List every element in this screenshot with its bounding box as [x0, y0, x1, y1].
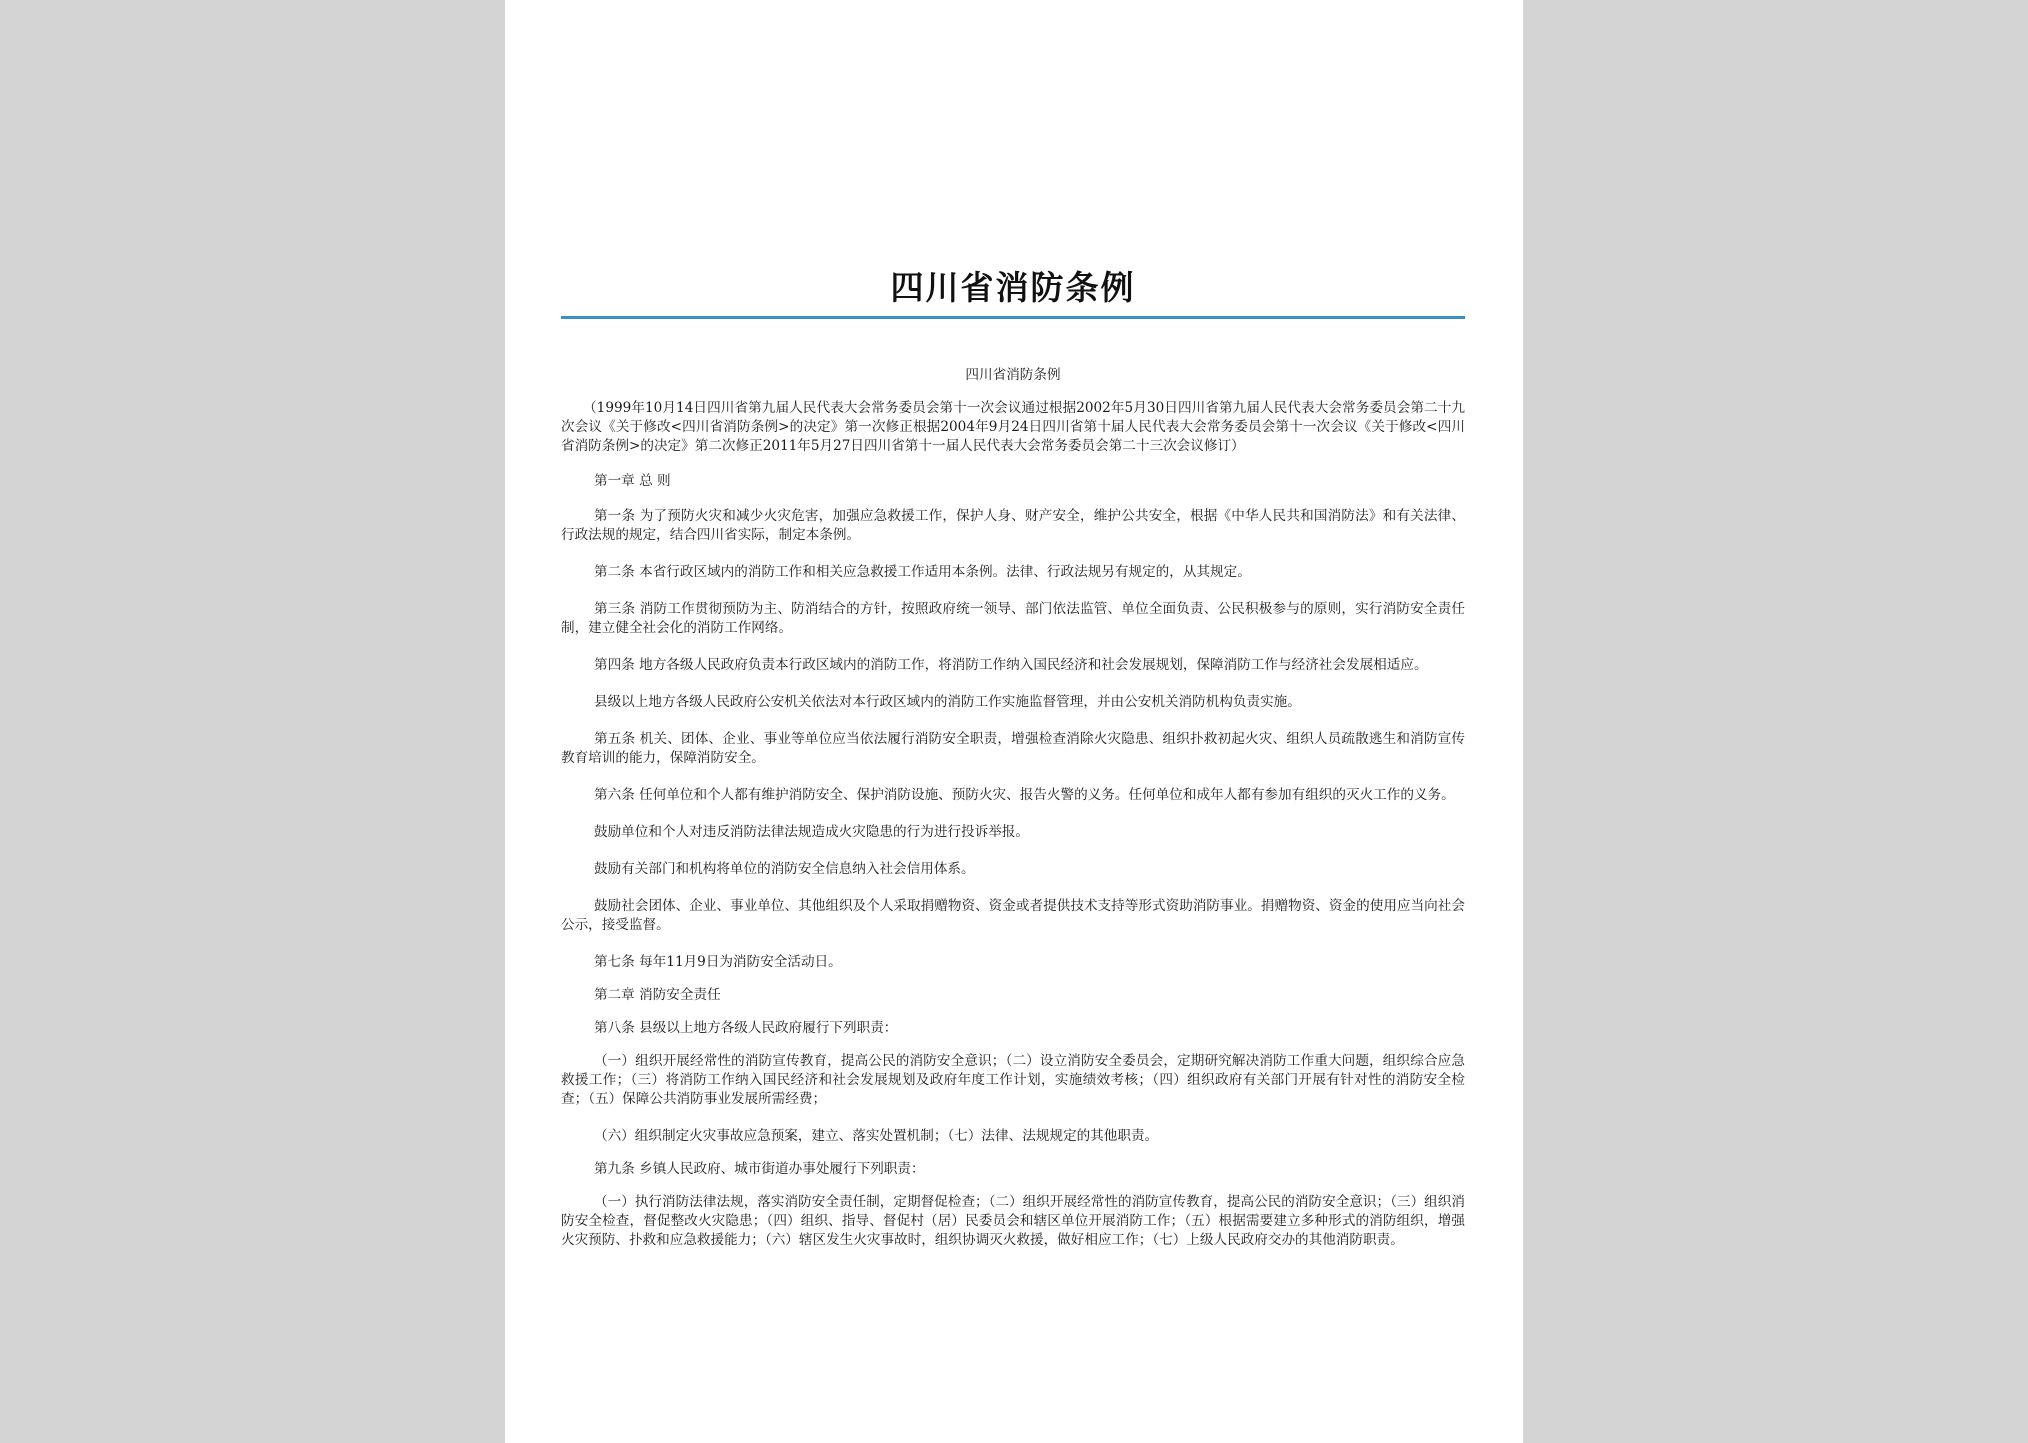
chapter-heading: 第二章 消防安全责任 — [594, 987, 721, 1003]
article-paragraph: 鼓励有关部门和机构将单位的消防安全信息纳入社会信用体系。 — [594, 861, 975, 877]
document-body — [561, 366, 1465, 1268]
article-paragraph: 第六条 任何单位和个人都有维护消防安全、保护消防设施、预防火灾、报告火警的义务。任何单位和成年人都有参加有组织的灭火工作的义务。 — [594, 787, 1455, 803]
article-paragraph: 鼓励社会团体、企业、事业单位、其他组织及个人采取捐赠物资、资金或者提供技术支持等形式资助消防事业。捐赠物资、资金的使用应当向社会公示，接受监督。 — [561, 898, 1465, 933]
article-paragraph: 第二条 本省行政区域内的消防工作和相关应急救援工作适用本条例。法律、行政法规另有规定的，从其规定。 — [594, 564, 1251, 580]
article-paragraph: 县级以上地方各级人民政府公安机关依法对本行政区域内的消防工作实施监督管理，并由公安机关消防机构负责实施。 — [594, 694, 1301, 710]
article-paragraph: （六）组织制定火灾事故应急预案，建立、落实处置机制；（七）法律、法规规定的其他职责。 — [594, 1128, 1159, 1144]
article-paragraph: 第九条 乡镇人民政府、城市街道办事处履行下列职责： — [594, 1161, 925, 1177]
article-paragraph: 鼓励单位和个人对违反消防法律法规造成火灾隐患的行为进行投诉举报。 — [594, 824, 1029, 840]
article-paragraph: 第七条 每年11月9日为消防安全活动日。 — [594, 954, 842, 970]
article-paragraph: 第五条 机关、团体、企业、事业等单位应当依法履行消防安全职责，增强检查消除火灾隐患、组织扑救初起火灾、组织人员疏散逃生和消防宣传教育培训的能力，保障消防安全。 — [561, 731, 1465, 766]
document-page — [505, 0, 1523, 1443]
article-paragraph: 第三条 消防工作贯彻预防为主、防消结合的方针，按照政府统一领导、部门依法监管、单位全面负责、公民积极参与的原则，实行消防安全责任制，建立健全社会化的消防工作网络。 — [561, 601, 1465, 636]
article-paragraph: 第四条 地方各级人民政府负责本行政区域内的消防工作，将消防工作纳入国民经济和社会发展规划，保障消防工作与经济社会发展相适应。 — [594, 657, 1428, 673]
body-title: 四川省消防条例 — [965, 367, 1061, 383]
article-paragraph: 第一条 为了预防火灾和减少火灾危害，加强应急救援工作，保护人身、财产安全，维护公共安全，根据《中华人民共和国消防法》和有关法律、行政法规的规定，结合四川省实际，制定本条例。 — [561, 508, 1465, 543]
article-paragraph: （一）执行消防法律法规，落实消防安全责任制，定期督促检查；（二）组织开展经常性的消防宣传教育，提高公民的消防安全意识；（三）组织消防安全检查，督促整改火灾隐患；（四）组织、指导、督促村（居）民委员会和辖区单位开展消防工作；（五）根据需要建立多种形式的消防组织，增强火灾预防、扑救和应急救援能力；（六）辖区发生火灾事故时，组织协调灭火救援，做好相应工作；（七）上级人民政府交办的其他消防职责。 — [561, 1194, 1465, 1248]
document-title: 四川省消防条例 — [890, 268, 1136, 307]
preamble-paragraph: （1999年10月14日四川省第九届人民代表大会常务委员会第十一次会议通过根据2002年5月30日四川省第九届人民代表大会常务委员会第二十九次会议《关于修改<四川省消防条例>的决定》第一次修正根据2004年9月24日四川省第十届人民代表大会常务委员会第十一次会议《关于修改<四川省消防条例>的决定》第二次修正2011年5月27日四川省第十一届人民代表大会常务委员会第二十三次会议修订） — [561, 400, 1465, 454]
article-paragraph: （一）组织开展经常性的消防宣传教育，提高公民的消防安全意识；（二）设立消防安全委员会，定期研究解决消防工作重大问题，组织综合应急救援工作；（三）将消防工作纳入国民经济和社会发展规划及政府年度工作计划，实施绩效考核；（四）组织政府有关部门开展有针对性的消防安全检查；（五）保障公共消防事业发展所需经费； — [561, 1053, 1465, 1107]
chapter-heading: 第一章 总 则 — [594, 473, 671, 489]
title-underline — [561, 316, 1465, 319]
article-paragraph: 第八条 县级以上地方各级人民政府履行下列职责： — [594, 1020, 898, 1036]
